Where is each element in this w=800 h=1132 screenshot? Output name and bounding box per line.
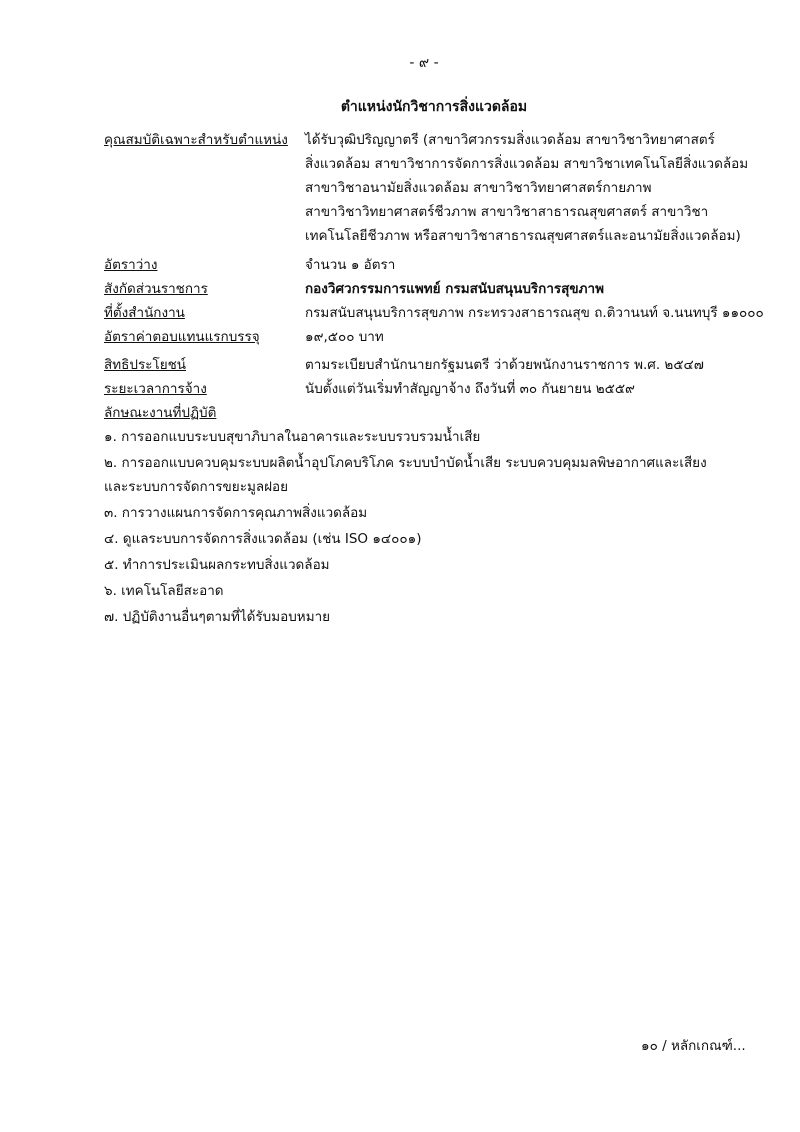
continuation-footer: ๑๐ / หลักเกณฑ์... [641,1038,746,1054]
qualification-line: สิ่งแวดล้อม สาขาวิชาการจัดการสิ่งแวดล้อม สาขาวิชาเทคโนโลยีสิ่งแวดล้อม [305,156,749,172]
qualification-label: คุณสมบัติเฉพาะสำหรับตำแหน่ง [104,132,288,148]
qualification-line: ได้รับวุฒิปริญญาตรี (สาขาวิศวกรรมสิ่งแวดล้อม สาขาวิชาวิทยาศาสตร์ [305,132,715,148]
office-location-label: ที่ตั้งสำนักงาน [104,305,185,321]
page-number: - ๙ - [409,55,439,71]
position-title: ตำแหน่งนักวิชาการสิ่งแวดล้อม [340,99,528,115]
qualification-line: เทคโนโลยีชีวภาพ หรือสาขาวิชาสาธารณสุขศาสตร์และอนามัยสิ่งแวดล้อม) [305,228,741,244]
department-value: กองวิศวกรรมการแพทย์ กรมสนับสนุนบริการสุขภาพ [305,281,605,297]
duty-line: ๑. การออกแบบระบบสุขาภิบาลในอาคารและระบบรวบรวมน้ำเสีย [104,429,481,445]
employment-period-label: ระยะเวลาการจ้าง [104,381,207,397]
duty-line: และระบบการจัดการขยะมูลฝอย [104,479,289,495]
qualification-line: สาขาวิชาอนามัยสิ่งแวดล้อม สาขาวิชาวิทยาศาสตร์กายภาพ [305,180,652,196]
office-location-value: กรมสนับสนุนบริการสุขภาพ กระทรวงสาธารณสุข ถ.ติวานนท์ จ.นนทบุรี ๑๑๐๐๐ [305,305,764,321]
duty-line: ๗. ปฏิบัติงานอื่นๆตามที่ได้รับมอบหมาย [104,609,331,625]
duties-heading: ลักษณะงานที่ปฏิบัติ [104,405,217,421]
duty-line: ๖. เทคโนโลยีสะอาด [104,583,224,599]
starting-salary-label: อัตราค่าตอบแทนแรกบรรจุ [104,329,260,345]
vacancy-label: อัตราว่าง [104,257,158,273]
duty-line: ๕. ทำการประเมินผลกระทบสิ่งแวดล้อม [104,557,330,573]
employment-period-value: นับตั้งแต่วันเริ่มทำสัญญาจ้าง ถึงวันที่ ๓๐ กันยายน ๒๕๕๙ [305,381,635,397]
department-label: สังกัดส่วนราชการ [104,281,208,297]
duty-line: ๓. การวางแผนการจัดการคุณภาพสิ่งแวดล้อม [104,505,368,521]
qualification-line: สาขาวิชาวิทยาศาสตร์ชีวภาพ สาขาวิชาสาธารณสุขศาสตร์ สาขาวิชา [305,204,709,220]
duty-item [104,605,764,629]
duty-item [104,451,764,499]
duties-list [104,425,764,631]
duty-item [104,527,764,551]
qualification-row [104,128,784,252]
benefits-value: ตามระเบียบสำนักนายกรัฐมนตรี ว่าด้วยพนักงานราชการ พ.ศ. ๒๕๔๗ [305,357,704,373]
benefits-label: สิทธิประโยชน์ [104,357,187,373]
duty-item [104,501,764,525]
duty-item [104,425,764,449]
duty-item [104,553,764,577]
vacancy-value: จำนวน ๑ อัตรา [305,257,396,273]
duty-line: ๔. ดูแลระบบการจัดการสิ่งแวดล้อม (เช่น ISO ๑๔๐๐๑) [104,531,422,547]
duty-item [104,579,764,603]
qualification-value [305,128,748,248]
duty-line: ๒. การออกแบบควบคุมระบบผลิตน้ำอุปโภคบริโภค ระบบบำบัดน้ำเสีย ระบบควบคุมมลพิษอากาศและเสียง [104,455,707,471]
starting-salary-value: ๑๙,๕๐๐ บาท [305,329,384,345]
